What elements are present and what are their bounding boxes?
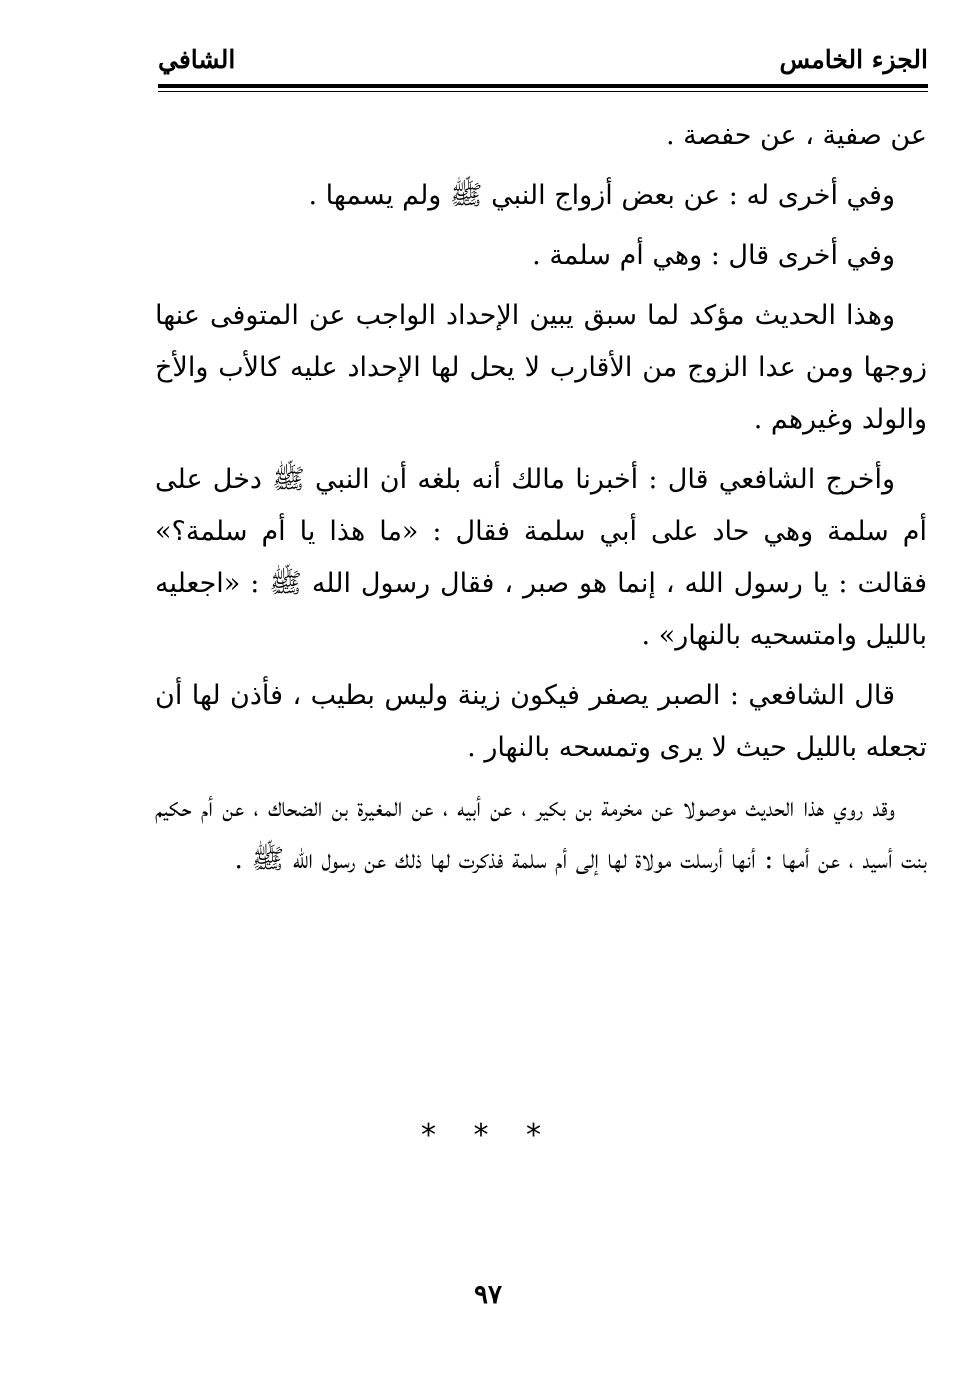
paragraph: وهذا الحديث مؤكد لما سبق يبين الإحداد الواجب عن المتوفى عنها زوجها ومن عدا الزوج من الأقارب لا يحل لها الإحداد عليه كالأب والأخ والولد وغيرهم . [155, 300, 927, 435]
page-number: ٩٧ [474, 1280, 502, 1310]
paragraph: وفي أخرى له : عن بعض أزواج النبي ﷺ ولم يسمها . [308, 180, 895, 211]
header-rule-thin [158, 91, 928, 92]
paragraph: عن صفية ، عن حفصة . [666, 120, 927, 151]
header-rule-thick [158, 84, 928, 88]
book-title: الشافي [158, 45, 236, 74]
paragraph: وقد روي هذا الحديث موصولا عن مخرمة بن بكير ، عن أبيه ، عن المغيرة بن الضحاك ، عن أم حكيم بنت أسيد ، عن أمها : أنها أرسلت مولاة لها إلى أم سلمة فذكرت لها ذلك عن رسول الله ﷺ . [155, 792, 927, 875]
running-header [158, 40, 928, 80]
paragraph: وأخرج الشافعي قال : أخبرنا مالك أنه بلغه أن النبي ﷺ دخل على أم سلمة وهي حاد على أبي سلمة فقال : «ما هذا يا أم سلمة؟» فقالت : يا رسول الله ، إنما هو صبر ، فقال رسول الله ﷺ : «اجعليه بالليل وامتسحيه بالنهار» . [155, 464, 927, 651]
volume-label: الجزء الخامس [779, 45, 928, 74]
paragraph: وفي أخرى قال : وهي أم سلمة . [532, 240, 895, 271]
section-separator: * * * [420, 1118, 556, 1153]
paragraph: قال الشافعي : الصبر يصفر فيكون زينة وليس بطيب ، فأذن لها أن تجعله بالليل حيث لا يرى وتمسحه بالنهار . [155, 680, 927, 763]
body-text [155, 110, 927, 894]
